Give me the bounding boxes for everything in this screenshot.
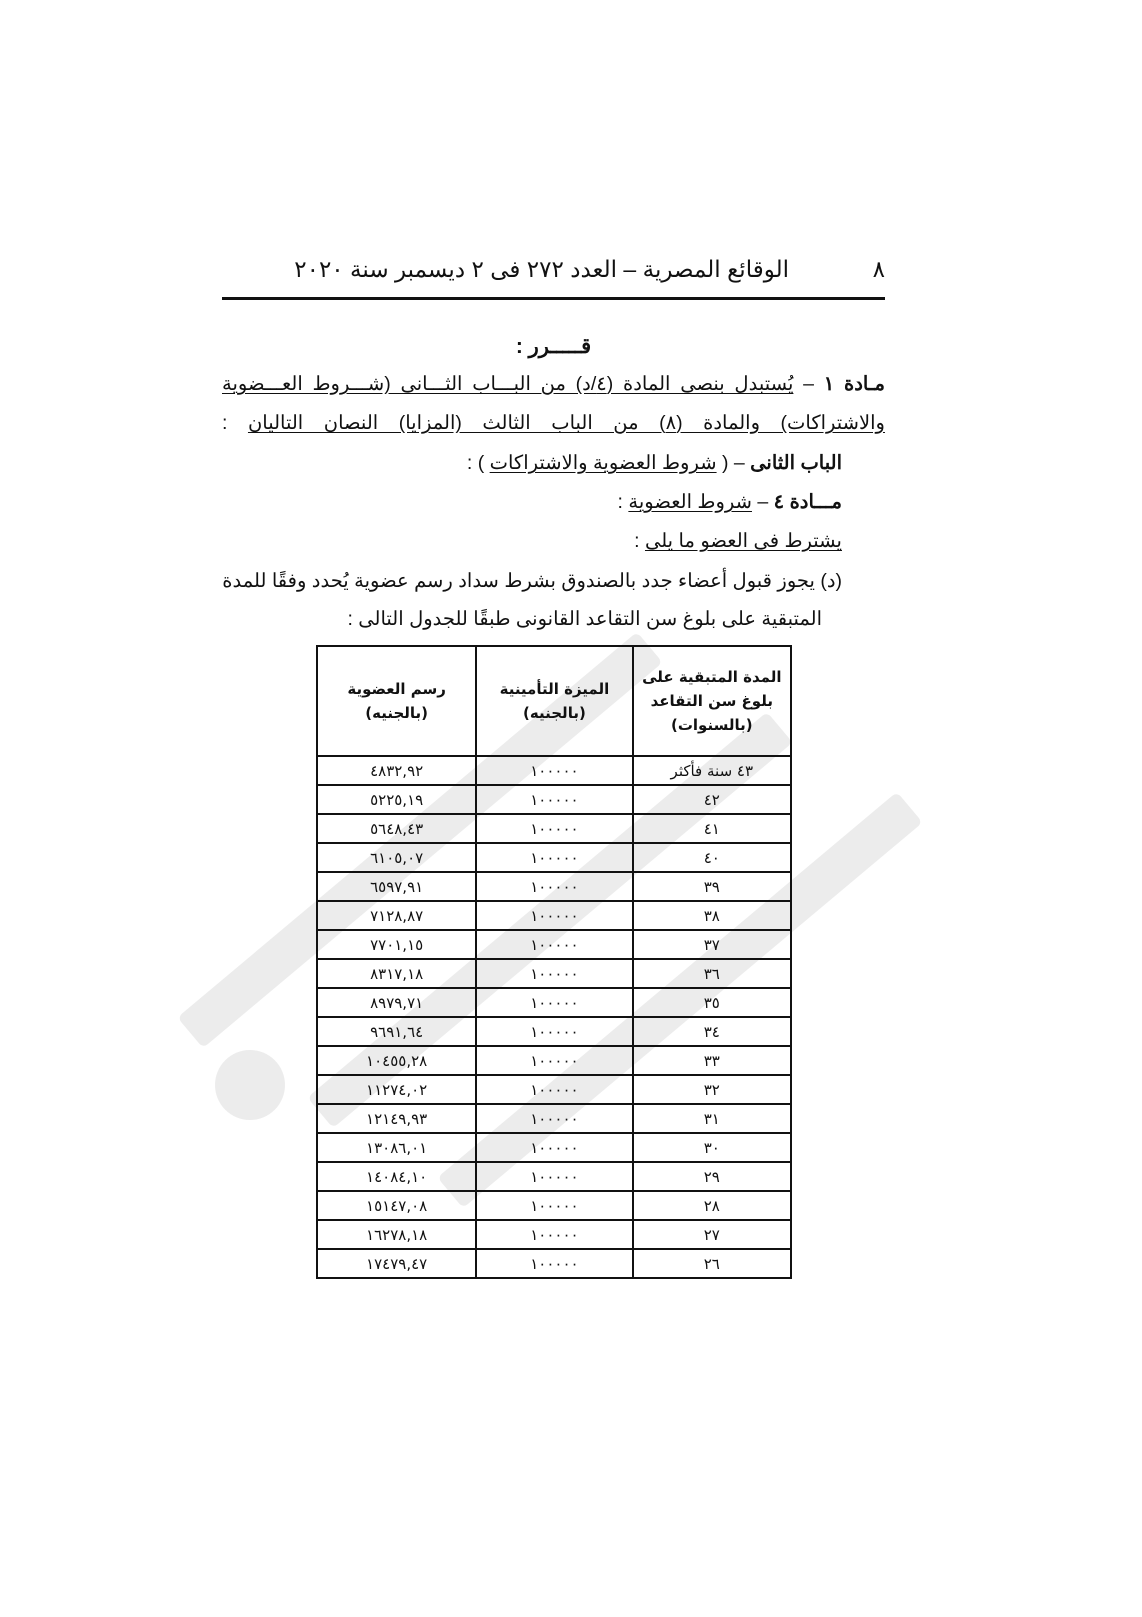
table-header-row	[317, 646, 791, 756]
membership-fee-cell: ١١٢٧٤,٠٢	[317, 1075, 476, 1104]
table-row	[317, 901, 791, 930]
insurance-benefit-cell: ١٠٠٠٠٠	[476, 1220, 632, 1249]
insurance-benefit-cell: ١٠٠٠٠٠	[476, 959, 632, 988]
insurance-benefit-cell: ١٠٠٠٠٠	[476, 1249, 632, 1278]
table-row	[317, 930, 791, 959]
membership-fee-cell: ١٧٤٧٩,٤٧	[317, 1249, 476, 1278]
remaining-years-cell: ٢٩	[633, 1162, 791, 1191]
remaining-years-cell: ٢٦	[633, 1249, 791, 1278]
article4-line	[222, 490, 842, 514]
remaining-years-cell: ٣٩	[633, 872, 791, 901]
insurance-benefit-cell: ١٠٠٠٠٠	[476, 988, 632, 1017]
membership-fee-cell: ٤٨٣٢,٩٢	[317, 756, 476, 785]
remaining-years-cell: ٤٠	[633, 843, 791, 872]
insurance-benefit-cell: ١٠٠٠٠٠	[476, 1104, 632, 1133]
table-row	[317, 1075, 791, 1104]
table-row	[317, 988, 791, 1017]
membership-fee-cell: ١٤٠٨٤,١٠	[317, 1162, 476, 1191]
remaining-years-cell: ٤١	[633, 814, 791, 843]
remaining-years-cell: ٤٢	[633, 785, 791, 814]
membership-fee-cell: ٥٦٤٨,٤٣	[317, 814, 476, 843]
header-insurance-benefit: الميزة التأمينية (بالجنيه)	[476, 646, 632, 756]
insurance-benefit-cell: ١٠٠٠٠٠	[476, 1075, 632, 1104]
insurance-benefit-cell: ١٠٠٠٠٠	[476, 930, 632, 959]
membership-fee-cell: ٦٥٩٧,٩١	[317, 872, 476, 901]
dash: – (	[716, 452, 751, 474]
remaining-years-cell: ٣١	[633, 1104, 791, 1133]
table-row	[317, 959, 791, 988]
chapter2-label: الباب الثانى	[750, 452, 842, 474]
insurance-benefit-cell: ١٠٠٠٠٠	[476, 1046, 632, 1075]
page-number: ٨	[872, 256, 885, 282]
membership-fee-cell: ٥٢٢٥,١٩	[317, 785, 476, 814]
clause-d-line2: المتبقية على بلوغ سن التقاعد القانونى طبقًا للجدول التالى :	[347, 608, 822, 630]
decision-heading: قـــــرر :	[515, 335, 592, 358]
colon: :	[222, 412, 248, 434]
table-row	[317, 785, 791, 814]
membership-fee-cell: ٦١٠٥,٠٧	[317, 843, 476, 872]
membership-fee-cell: ٧٧٠١,١٥	[317, 930, 476, 959]
insurance-benefit-cell: ١٠٠٠٠٠	[476, 1133, 632, 1162]
membership-fee-cell: ١٥١٤٧,٠٨	[317, 1191, 476, 1220]
insurance-benefit-cell: ١٠٠٠٠٠	[476, 872, 632, 901]
membership-fee-cell: ١٣٠٨٦,٠١	[317, 1133, 476, 1162]
table-row	[317, 1220, 791, 1249]
insurance-benefit-cell: ١٠٠٠٠٠	[476, 901, 632, 930]
remaining-years-cell: ٢٨	[633, 1191, 791, 1220]
remaining-years-cell: ٣٦	[633, 959, 791, 988]
membership-fee-cell: ٨٣١٧,١٨	[317, 959, 476, 988]
remaining-years-cell: ٢٧	[633, 1220, 791, 1249]
remaining-years-cell: ٤٣ سنة فأكثر	[633, 756, 791, 785]
gazette-title: الوقائع المصرية – العدد ٢٧٢ فى ٢ ديسمبر سنة ٢٠٢٠	[294, 256, 789, 282]
membership-fee-cell: ٨٩٧٩,٧١	[317, 988, 476, 1017]
table-row	[317, 1104, 791, 1133]
header-divider	[222, 297, 885, 300]
chapter2-line	[222, 451, 842, 475]
watermark-seal	[215, 1050, 285, 1120]
remaining-years-cell: ٣٨	[633, 901, 791, 930]
article1-label: مـادة ١	[823, 373, 885, 395]
table-row	[317, 1162, 791, 1191]
membership-fee-cell: ١٦٢٧٨,١٨	[317, 1220, 476, 1249]
remaining-years-cell: ٣٣	[633, 1046, 791, 1075]
remaining-years-cell: ٣٤	[633, 1017, 791, 1046]
page-header	[222, 256, 885, 290]
membership-fee-cell: ٧١٢٨,٨٧	[317, 901, 476, 930]
table-row	[317, 1249, 791, 1278]
clause-d-line1: (د) يجوز قبول أعضاء جدد بالصندوق بشرط سداد رسم عضوية يُحدد وفقًا للمدة	[222, 570, 842, 592]
chapter2-title: شروط العضوية والاشتراكات	[489, 452, 717, 474]
table-row	[317, 1191, 791, 1220]
article1-text2: والاشتراكات) والمادة (٨) من الباب الثالث (المزايا) النصان التاليان	[247, 412, 885, 434]
colon: :	[634, 530, 645, 552]
dash: –	[793, 373, 824, 395]
table-row	[317, 814, 791, 843]
closing: ) :	[466, 452, 490, 474]
requirement-text: يشترط فى العضو ما يلى	[644, 530, 842, 552]
membership-fee-cell: ١٠٤٥٥,٢٨	[317, 1046, 476, 1075]
table-row	[317, 1133, 791, 1162]
colon: :	[617, 491, 629, 513]
insurance-benefit-cell: ١٠٠٠٠٠	[476, 1162, 632, 1191]
requirement-line	[222, 529, 842, 553]
insurance-benefit-cell: ١٠٠٠٠٠	[476, 814, 632, 843]
article1-text: يُستبدل بنصى المادة (٤/د) من البـــاب الثـــانى (شـــروط العـــضوية	[222, 373, 794, 395]
remaining-years-cell: ٣٢	[633, 1075, 791, 1104]
article4-title: شروط العضوية	[628, 491, 752, 513]
header-membership-fee: رسم العضوية (بالجنيه)	[317, 646, 476, 756]
header-remaining-years: المدة المتبقية على بلوغ سن التقاعد (بالسنوات)	[633, 646, 791, 756]
remaining-years-cell: ٣٠	[633, 1133, 791, 1162]
insurance-benefit-cell: ١٠٠٠٠٠	[476, 785, 632, 814]
table-row	[317, 1046, 791, 1075]
insurance-benefit-cell: ١٠٠٠٠٠	[476, 1191, 632, 1220]
table-row	[317, 1017, 791, 1046]
insurance-benefit-cell: ١٠٠٠٠٠	[476, 843, 632, 872]
table-row	[317, 872, 791, 901]
insurance-benefit-cell: ١٠٠٠٠٠	[476, 756, 632, 785]
article1-line2	[222, 411, 885, 435]
remaining-years-cell: ٣٧	[633, 930, 791, 959]
membership-fee-table	[316, 645, 792, 1279]
dash: –	[751, 491, 774, 513]
membership-fee-cell: ١٢١٤٩,٩٣	[317, 1104, 476, 1133]
table-row	[317, 756, 791, 785]
table-row	[317, 843, 791, 872]
article1-line1	[222, 372, 885, 396]
membership-fee-cell: ٩٦٩١,٦٤	[317, 1017, 476, 1046]
article4-label: مـــادة ٤	[773, 491, 842, 513]
insurance-benefit-cell: ١٠٠٠٠٠	[476, 1017, 632, 1046]
remaining-years-cell: ٣٥	[633, 988, 791, 1017]
